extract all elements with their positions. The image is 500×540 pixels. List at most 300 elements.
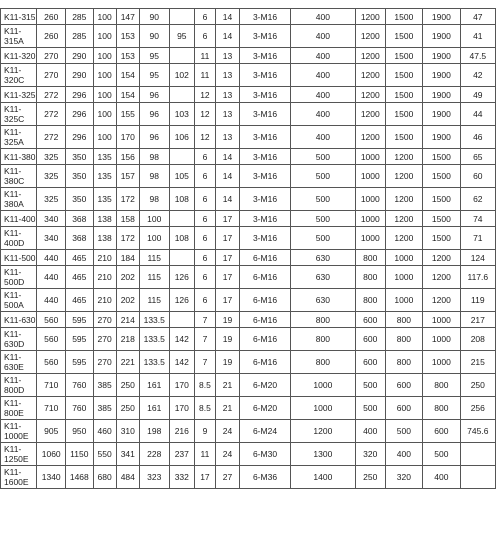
table-cell: 1900 bbox=[423, 25, 460, 48]
table-cell: 270 bbox=[37, 48, 66, 64]
table-cell: 27 bbox=[215, 466, 239, 489]
table-cell: 14 bbox=[215, 9, 239, 25]
table-cell: 400 bbox=[423, 466, 460, 489]
table-cell: 1000 bbox=[385, 289, 422, 312]
table-cell: 256 bbox=[460, 397, 495, 420]
table-cell bbox=[169, 87, 194, 103]
table-cell: 400 bbox=[290, 48, 355, 64]
table-cell: 800 bbox=[290, 312, 355, 328]
model-cell: K11-500 bbox=[1, 250, 37, 266]
model-cell: K11-1250E bbox=[1, 443, 37, 466]
table-cell: 1200 bbox=[290, 420, 355, 443]
table-cell: 170 bbox=[116, 126, 139, 149]
table-cell: 161 bbox=[139, 397, 169, 420]
table-cell: 340 bbox=[37, 227, 66, 250]
table-cell: 1300 bbox=[290, 443, 355, 466]
table-row bbox=[1, 9, 496, 25]
table-cell: 42 bbox=[460, 64, 495, 87]
table-cell: 560 bbox=[37, 328, 66, 351]
table-cell: 3-M16 bbox=[240, 211, 291, 227]
table-cell: 24 bbox=[215, 443, 239, 466]
table-cell: 6-M16 bbox=[240, 289, 291, 312]
table-cell: 95 bbox=[139, 64, 169, 87]
table-cell: 13 bbox=[215, 48, 239, 64]
table-row bbox=[1, 420, 496, 443]
table-cell: 460 bbox=[93, 420, 116, 443]
table-cell: 6 bbox=[194, 149, 215, 165]
table-cell: 158 bbox=[116, 211, 139, 227]
table-cell: 595 bbox=[66, 328, 94, 351]
table-cell: 115 bbox=[139, 266, 169, 289]
table-cell: 100 bbox=[93, 87, 116, 103]
model-cell: K11-380A bbox=[1, 188, 37, 211]
table-cell: 46 bbox=[460, 126, 495, 149]
model-cell: K11-325A bbox=[1, 126, 37, 149]
table-cell: 98 bbox=[139, 149, 169, 165]
model-cell: K11-325 bbox=[1, 87, 37, 103]
table-cell: 800 bbox=[290, 328, 355, 351]
table-cell: 6 bbox=[194, 25, 215, 48]
table-cell: 96 bbox=[139, 126, 169, 149]
table-cell: 172 bbox=[116, 227, 139, 250]
table-cell: 19 bbox=[215, 351, 239, 374]
table-cell bbox=[460, 443, 495, 466]
table-cell: 1000 bbox=[355, 149, 385, 165]
table-cell: 115 bbox=[139, 250, 169, 266]
table-cell: 210 bbox=[93, 250, 116, 266]
table-cell: 400 bbox=[355, 420, 385, 443]
table-cell bbox=[169, 48, 194, 64]
table-cell: 12 bbox=[194, 87, 215, 103]
table-cell: 202 bbox=[116, 289, 139, 312]
table-cell: 62 bbox=[460, 188, 495, 211]
table-cell: 1500 bbox=[385, 103, 422, 126]
table-cell: 1200 bbox=[385, 165, 422, 188]
table-cell: 100 bbox=[93, 126, 116, 149]
table-cell: 1900 bbox=[423, 103, 460, 126]
table-cell: 400 bbox=[290, 64, 355, 87]
table-cell: 600 bbox=[355, 351, 385, 374]
table-cell: 7 bbox=[194, 312, 215, 328]
table-cell: 500 bbox=[355, 374, 385, 397]
table-cell: 96 bbox=[139, 87, 169, 103]
table-cell: 350 bbox=[66, 165, 94, 188]
table-cell: 74 bbox=[460, 211, 495, 227]
table-cell: 6-M16 bbox=[240, 266, 291, 289]
table-cell: 465 bbox=[66, 266, 94, 289]
table-cell: 14 bbox=[215, 25, 239, 48]
table-row bbox=[1, 126, 496, 149]
table-cell: 1500 bbox=[385, 87, 422, 103]
table-cell: 19 bbox=[215, 312, 239, 328]
table-cell: 117.6 bbox=[460, 266, 495, 289]
table-cell: 221 bbox=[116, 351, 139, 374]
table-cell: 17 bbox=[215, 266, 239, 289]
table-cell: 630 bbox=[290, 289, 355, 312]
table-cell: 332 bbox=[169, 466, 194, 489]
table-cell: 600 bbox=[385, 374, 422, 397]
table-cell: 285 bbox=[66, 25, 94, 48]
table-cell: 3-M16 bbox=[240, 149, 291, 165]
table-cell: 133.5 bbox=[139, 351, 169, 374]
table-cell: 65 bbox=[460, 149, 495, 165]
table-cell: 400 bbox=[290, 126, 355, 149]
table-cell: 98 bbox=[139, 165, 169, 188]
table-cell: 325 bbox=[37, 149, 66, 165]
table-cell: 500 bbox=[290, 227, 355, 250]
table-cell: 500 bbox=[385, 420, 422, 443]
table-cell: 6-M16 bbox=[240, 351, 291, 374]
table-cell: 1200 bbox=[355, 103, 385, 126]
model-cell: K11-800D bbox=[1, 374, 37, 397]
table-cell: 250 bbox=[355, 466, 385, 489]
table-cell: 630 bbox=[290, 250, 355, 266]
table-cell: 3-M16 bbox=[240, 188, 291, 211]
table-cell: 44 bbox=[460, 103, 495, 126]
table-cell: 1200 bbox=[355, 9, 385, 25]
table-cell: 368 bbox=[66, 211, 94, 227]
table-cell: 6 bbox=[194, 250, 215, 266]
table-row bbox=[1, 374, 496, 397]
table-cell: 800 bbox=[423, 374, 460, 397]
table-cell: 155 bbox=[116, 103, 139, 126]
table-cell: 270 bbox=[93, 328, 116, 351]
table-row bbox=[1, 443, 496, 466]
table-cell: 484 bbox=[116, 466, 139, 489]
table-cell: 47.5 bbox=[460, 48, 495, 64]
table-cell: 400 bbox=[385, 443, 422, 466]
table-cell: 13 bbox=[215, 103, 239, 126]
table-cell: 6 bbox=[194, 227, 215, 250]
table-cell: 3-M16 bbox=[240, 103, 291, 126]
table-row bbox=[1, 266, 496, 289]
table-cell: 440 bbox=[37, 266, 66, 289]
table-cell: 385 bbox=[93, 397, 116, 420]
table-cell: 105 bbox=[169, 165, 194, 188]
table-cell: 17 bbox=[215, 250, 239, 266]
table-cell: 1200 bbox=[355, 25, 385, 48]
table-cell: 1200 bbox=[385, 211, 422, 227]
model-cell: K11-630D bbox=[1, 328, 37, 351]
table-cell: 1060 bbox=[37, 443, 66, 466]
table-cell: 216 bbox=[169, 420, 194, 443]
table-cell: 296 bbox=[66, 126, 94, 149]
table-cell: 147 bbox=[116, 9, 139, 25]
table-cell bbox=[460, 466, 495, 489]
table-cell: 250 bbox=[116, 374, 139, 397]
table-cell: 340 bbox=[37, 211, 66, 227]
table-cell: 8.5 bbox=[194, 374, 215, 397]
table-cell: 250 bbox=[116, 397, 139, 420]
model-cell: K11-325C bbox=[1, 103, 37, 126]
table-cell: 100 bbox=[93, 64, 116, 87]
table-cell: 1200 bbox=[355, 126, 385, 149]
table-cell: 47 bbox=[460, 9, 495, 25]
table-cell: 400 bbox=[290, 9, 355, 25]
model-cell: K11-500D bbox=[1, 266, 37, 289]
table-cell: 6-M20 bbox=[240, 397, 291, 420]
table-cell: 184 bbox=[116, 250, 139, 266]
table-cell: 320 bbox=[385, 466, 422, 489]
table-cell: 100 bbox=[93, 48, 116, 64]
table-cell: 800 bbox=[290, 351, 355, 374]
table-cell: 710 bbox=[37, 374, 66, 397]
spec-table-container bbox=[0, 8, 500, 489]
table-cell: 17 bbox=[194, 466, 215, 489]
table-cell: 1468 bbox=[66, 466, 94, 489]
table-row bbox=[1, 188, 496, 211]
table-cell: 6 bbox=[194, 188, 215, 211]
table-cell: 154 bbox=[116, 87, 139, 103]
table-cell: 215 bbox=[460, 351, 495, 374]
table-cell: 198 bbox=[139, 420, 169, 443]
table-cell: 1400 bbox=[290, 466, 355, 489]
table-cell: 154 bbox=[116, 64, 139, 87]
table-cell: 800 bbox=[423, 397, 460, 420]
table-row bbox=[1, 466, 496, 489]
table-row bbox=[1, 250, 496, 266]
table-cell: 350 bbox=[66, 149, 94, 165]
table-cell: 760 bbox=[66, 374, 94, 397]
table-cell: 272 bbox=[37, 103, 66, 126]
table-cell: 1900 bbox=[423, 87, 460, 103]
table-cell: 21 bbox=[215, 397, 239, 420]
table-cell: 13 bbox=[215, 126, 239, 149]
table-cell: 1900 bbox=[423, 126, 460, 149]
table-cell: 108 bbox=[169, 188, 194, 211]
table-cell: 600 bbox=[385, 397, 422, 420]
table-cell: 135 bbox=[93, 149, 116, 165]
table-cell: 126 bbox=[169, 289, 194, 312]
table-cell: 260 bbox=[37, 9, 66, 25]
table-cell: 14 bbox=[215, 165, 239, 188]
model-cell: K11-400 bbox=[1, 211, 37, 227]
model-cell: K11-500A bbox=[1, 289, 37, 312]
table-cell: 1150 bbox=[66, 443, 94, 466]
table-cell: 11 bbox=[194, 64, 215, 87]
table-cell: 9 bbox=[194, 420, 215, 443]
table-cell: 1000 bbox=[290, 374, 355, 397]
table-cell: 142 bbox=[169, 351, 194, 374]
table-row bbox=[1, 211, 496, 227]
table-cell: 1900 bbox=[423, 64, 460, 87]
table-cell: 1900 bbox=[423, 9, 460, 25]
table-cell: 270 bbox=[93, 312, 116, 328]
table-cell: 800 bbox=[385, 312, 422, 328]
table-cell: 6-M16 bbox=[240, 328, 291, 351]
table-cell: 135 bbox=[93, 188, 116, 211]
table-cell: 400 bbox=[290, 25, 355, 48]
table-cell: 600 bbox=[355, 328, 385, 351]
table-cell: 1000 bbox=[385, 250, 422, 266]
table-cell: 142 bbox=[169, 328, 194, 351]
table-cell: 100 bbox=[93, 25, 116, 48]
model-cell: K11-320 bbox=[1, 48, 37, 64]
table-cell: 96 bbox=[139, 103, 169, 126]
table-cell: 17 bbox=[215, 211, 239, 227]
table-cell: 3-M16 bbox=[240, 9, 291, 25]
table-cell: 133.5 bbox=[139, 312, 169, 328]
table-cell: 760 bbox=[66, 397, 94, 420]
table-cell: 325 bbox=[37, 188, 66, 211]
table-cell: 1500 bbox=[385, 126, 422, 149]
table-cell: 138 bbox=[93, 211, 116, 227]
table-cell: 17 bbox=[215, 289, 239, 312]
table-row bbox=[1, 64, 496, 87]
table-cell: 1500 bbox=[423, 149, 460, 165]
table-cell: 6-M24 bbox=[240, 420, 291, 443]
table-cell: 500 bbox=[290, 211, 355, 227]
table-cell: 100 bbox=[93, 103, 116, 126]
table-row bbox=[1, 351, 496, 374]
table-cell: 90 bbox=[139, 9, 169, 25]
table-cell: 95 bbox=[169, 25, 194, 48]
table-cell: 550 bbox=[93, 443, 116, 466]
spec-table-body bbox=[1, 9, 496, 489]
table-row bbox=[1, 328, 496, 351]
table-cell bbox=[169, 9, 194, 25]
table-cell: 465 bbox=[66, 289, 94, 312]
table-cell bbox=[169, 312, 194, 328]
table-row bbox=[1, 149, 496, 165]
table-cell: 7 bbox=[194, 328, 215, 351]
model-cell: K11-1600E bbox=[1, 466, 37, 489]
table-cell: 24 bbox=[215, 420, 239, 443]
table-cell: 1500 bbox=[423, 165, 460, 188]
table-cell: 6 bbox=[194, 9, 215, 25]
table-cell bbox=[169, 211, 194, 227]
table-cell: 368 bbox=[66, 227, 94, 250]
table-cell: 595 bbox=[66, 351, 94, 374]
table-cell: 6 bbox=[194, 211, 215, 227]
table-cell: 325 bbox=[37, 165, 66, 188]
model-cell: K11-630 bbox=[1, 312, 37, 328]
table-cell: 135 bbox=[93, 165, 116, 188]
table-cell: 202 bbox=[116, 266, 139, 289]
table-cell: 1500 bbox=[385, 9, 422, 25]
table-cell: 100 bbox=[139, 211, 169, 227]
model-cell: K11-630E bbox=[1, 351, 37, 374]
table-cell: 6 bbox=[194, 266, 215, 289]
model-cell: K11-315A bbox=[1, 25, 37, 48]
table-cell: 49 bbox=[460, 87, 495, 103]
table-cell: 270 bbox=[37, 64, 66, 87]
table-cell: 310 bbox=[116, 420, 139, 443]
table-cell: 1200 bbox=[423, 250, 460, 266]
table-cell: 600 bbox=[423, 420, 460, 443]
table-cell: 341 bbox=[116, 443, 139, 466]
table-cell: 13 bbox=[215, 64, 239, 87]
table-cell: 800 bbox=[385, 328, 422, 351]
table-cell: 106 bbox=[169, 126, 194, 149]
table-cell: 260 bbox=[37, 25, 66, 48]
table-cell: 156 bbox=[116, 149, 139, 165]
table-cell: 11 bbox=[194, 443, 215, 466]
table-cell: 905 bbox=[37, 420, 66, 443]
table-cell: 214 bbox=[116, 312, 139, 328]
table-cell: 1500 bbox=[423, 188, 460, 211]
table-cell: 60 bbox=[460, 165, 495, 188]
table-cell: 17 bbox=[215, 227, 239, 250]
table-cell: 14 bbox=[215, 188, 239, 211]
table-row bbox=[1, 25, 496, 48]
table-row bbox=[1, 165, 496, 188]
table-cell: 6 bbox=[194, 165, 215, 188]
table-cell: 1000 bbox=[355, 188, 385, 211]
table-row bbox=[1, 227, 496, 250]
table-cell: 320 bbox=[355, 443, 385, 466]
table-cell: 103 bbox=[169, 103, 194, 126]
table-cell: 1000 bbox=[423, 312, 460, 328]
table-cell: 465 bbox=[66, 250, 94, 266]
table-cell: 13 bbox=[215, 87, 239, 103]
table-cell: 400 bbox=[290, 87, 355, 103]
table-cell: 350 bbox=[66, 188, 94, 211]
table-cell: 95 bbox=[139, 48, 169, 64]
table-cell: 290 bbox=[66, 48, 94, 64]
table-cell: 153 bbox=[116, 25, 139, 48]
table-cell: 100 bbox=[139, 227, 169, 250]
table-cell: 90 bbox=[139, 25, 169, 48]
table-cell: 3-M16 bbox=[240, 126, 291, 149]
table-cell: 1500 bbox=[385, 48, 422, 64]
table-cell: 440 bbox=[37, 289, 66, 312]
table-cell: 102 bbox=[169, 64, 194, 87]
table-cell: 11 bbox=[194, 48, 215, 64]
table-cell: 680 bbox=[93, 466, 116, 489]
table-cell: 1000 bbox=[385, 266, 422, 289]
table-cell: 6-M30 bbox=[240, 443, 291, 466]
model-cell: K11-1000E bbox=[1, 420, 37, 443]
table-cell: 270 bbox=[93, 351, 116, 374]
table-cell: 500 bbox=[290, 165, 355, 188]
table-cell: 1000 bbox=[355, 227, 385, 250]
table-cell: 3-M16 bbox=[240, 25, 291, 48]
model-cell: K11-320C bbox=[1, 64, 37, 87]
table-cell: 124 bbox=[460, 250, 495, 266]
table-cell: 1200 bbox=[385, 149, 422, 165]
table-cell: 119 bbox=[460, 289, 495, 312]
table-cell: 285 bbox=[66, 9, 94, 25]
table-cell: 3-M16 bbox=[240, 227, 291, 250]
table-cell: 1200 bbox=[385, 188, 422, 211]
table-cell: 7 bbox=[194, 351, 215, 374]
table-row bbox=[1, 87, 496, 103]
table-cell: 1500 bbox=[385, 64, 422, 87]
table-cell: 6 bbox=[194, 289, 215, 312]
table-cell: 1340 bbox=[37, 466, 66, 489]
table-cell: 1200 bbox=[355, 48, 385, 64]
table-cell: 237 bbox=[169, 443, 194, 466]
table-cell: 560 bbox=[37, 351, 66, 374]
table-row bbox=[1, 48, 496, 64]
table-cell: 1500 bbox=[385, 25, 422, 48]
table-cell: 208 bbox=[460, 328, 495, 351]
table-cell: 3-M16 bbox=[240, 165, 291, 188]
table-cell: 6-M16 bbox=[240, 250, 291, 266]
table-cell: 1200 bbox=[355, 87, 385, 103]
table-cell: 161 bbox=[139, 374, 169, 397]
table-cell: 710 bbox=[37, 397, 66, 420]
table-cell: 800 bbox=[355, 250, 385, 266]
table-cell: 3-M16 bbox=[240, 87, 291, 103]
table-cell: 228 bbox=[139, 443, 169, 466]
table-cell: 296 bbox=[66, 87, 94, 103]
table-cell: 745.6 bbox=[460, 420, 495, 443]
table-cell: 385 bbox=[93, 374, 116, 397]
table-cell: 560 bbox=[37, 312, 66, 328]
table-cell: 217 bbox=[460, 312, 495, 328]
